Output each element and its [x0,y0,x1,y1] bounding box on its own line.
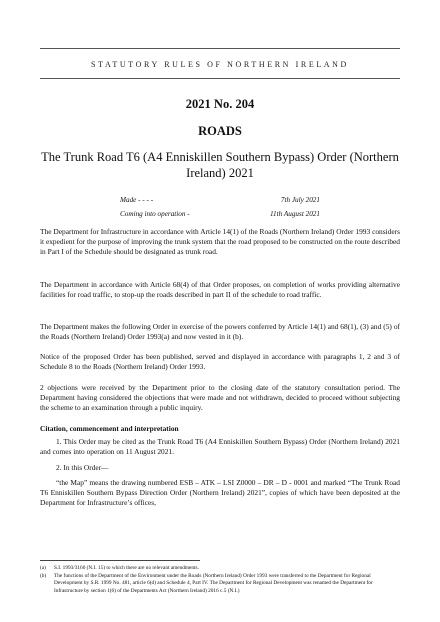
definition-map: “the Map” means the drawing numbered ESB – ATK – LSI Z0000 – DR – D - 0001 and marked “The Trunk Road T6 Enniskillen Southern Bypass Direction Order (Northern Ireland) 2021”, copies of which have been deposited at the Department for Infrastructure’s offices, [40,478,400,508]
subject-heading: ROADS [198,124,242,138]
preamble-paragraph: The Department in accordance with Article 68(4) of that Order proposes, on completion of works providing alternative facilities for road traffic, to stop-up the roads described in part II of the schedule to road traffic. [40,280,400,300]
article-1: 1. This Order may be cited as the Trunk Road T6 (A4 Enniskillen Southern Bypass) Order (Northern Ireland) 2021 and comes into operation on 11 August 2021. [40,437,400,457]
footnote-text: The functions of the Department of the Environment under the Roads (Northern Ireland) Order 1993 were transferred to the Department for Regional Development by S.R. 1999 No. 481, article 6(d) and Schedule 4, Part IV. The Department for Regional Development was renamed the Department for Infrastructure by section 1(6) of the Departments Act (Northern Ireland) 2016 c.5 (N.I.) [54,573,373,594]
preamble-paragraph: The Department makes the following Order in exercise of the powers conferred by Article 14(1) and 68(1), (3) and (5) of the Roads (Northern Ireland) Order 1993(a) and now vested in it (b). [40,322,400,342]
article-2: 2. In this Order— [56,463,109,472]
top-rule [40,48,400,49]
operation-date: 11th August 2021 [269,210,320,218]
instrument-number: 2021 No. 204 [185,97,255,111]
preamble-paragraph: Notice of the proposed Order has been published, served and displayed in accordance with paragraphs 1, 2 and 3 of Schedule 8 to the Roads (Northern Ireland) Order 1993. [40,352,400,372]
preamble-paragraph: The Department for Infrastructure in accordance with Article 14(1) of the Roads (Northern Ireland) Order 1993 considers it expedient for the purpose of improving the trunk system that the road proposed to be constructed on the route described in Part I of the Schedule should be designated as trunk road. [40,227,400,257]
series-title: STATUTORY RULES OF NORTHERN IRELAND [91,60,349,69]
instrument-title: The Trunk Road T6 (A4 Enniskillen Southern Bypass) Order (Northern Ireland) 2021 [41,150,399,180]
section-heading: Citation, commencement and interpretation [40,424,179,433]
footnote-rule [40,560,200,561]
made-label: Made - - - - [120,196,154,204]
made-date: 7th July 2021 [280,196,320,204]
footnote-text: S.I. 1993/3160 (N.I. 15) to which there are no relevant amendments. [54,565,199,571]
footnote-mark: (b) [40,573,47,579]
series-rule [40,78,400,79]
footnote-mark: (a) [40,565,46,571]
operation-label: Coming into operation - [120,210,190,218]
preamble-paragraph: 2 objections were received by the Department prior to the closing date of the statutory consultation period. The Department having considered the objections that were made and not withdrawn, decided to proceed without subjecting the scheme to an examination through a public inquiry. [40,383,400,413]
